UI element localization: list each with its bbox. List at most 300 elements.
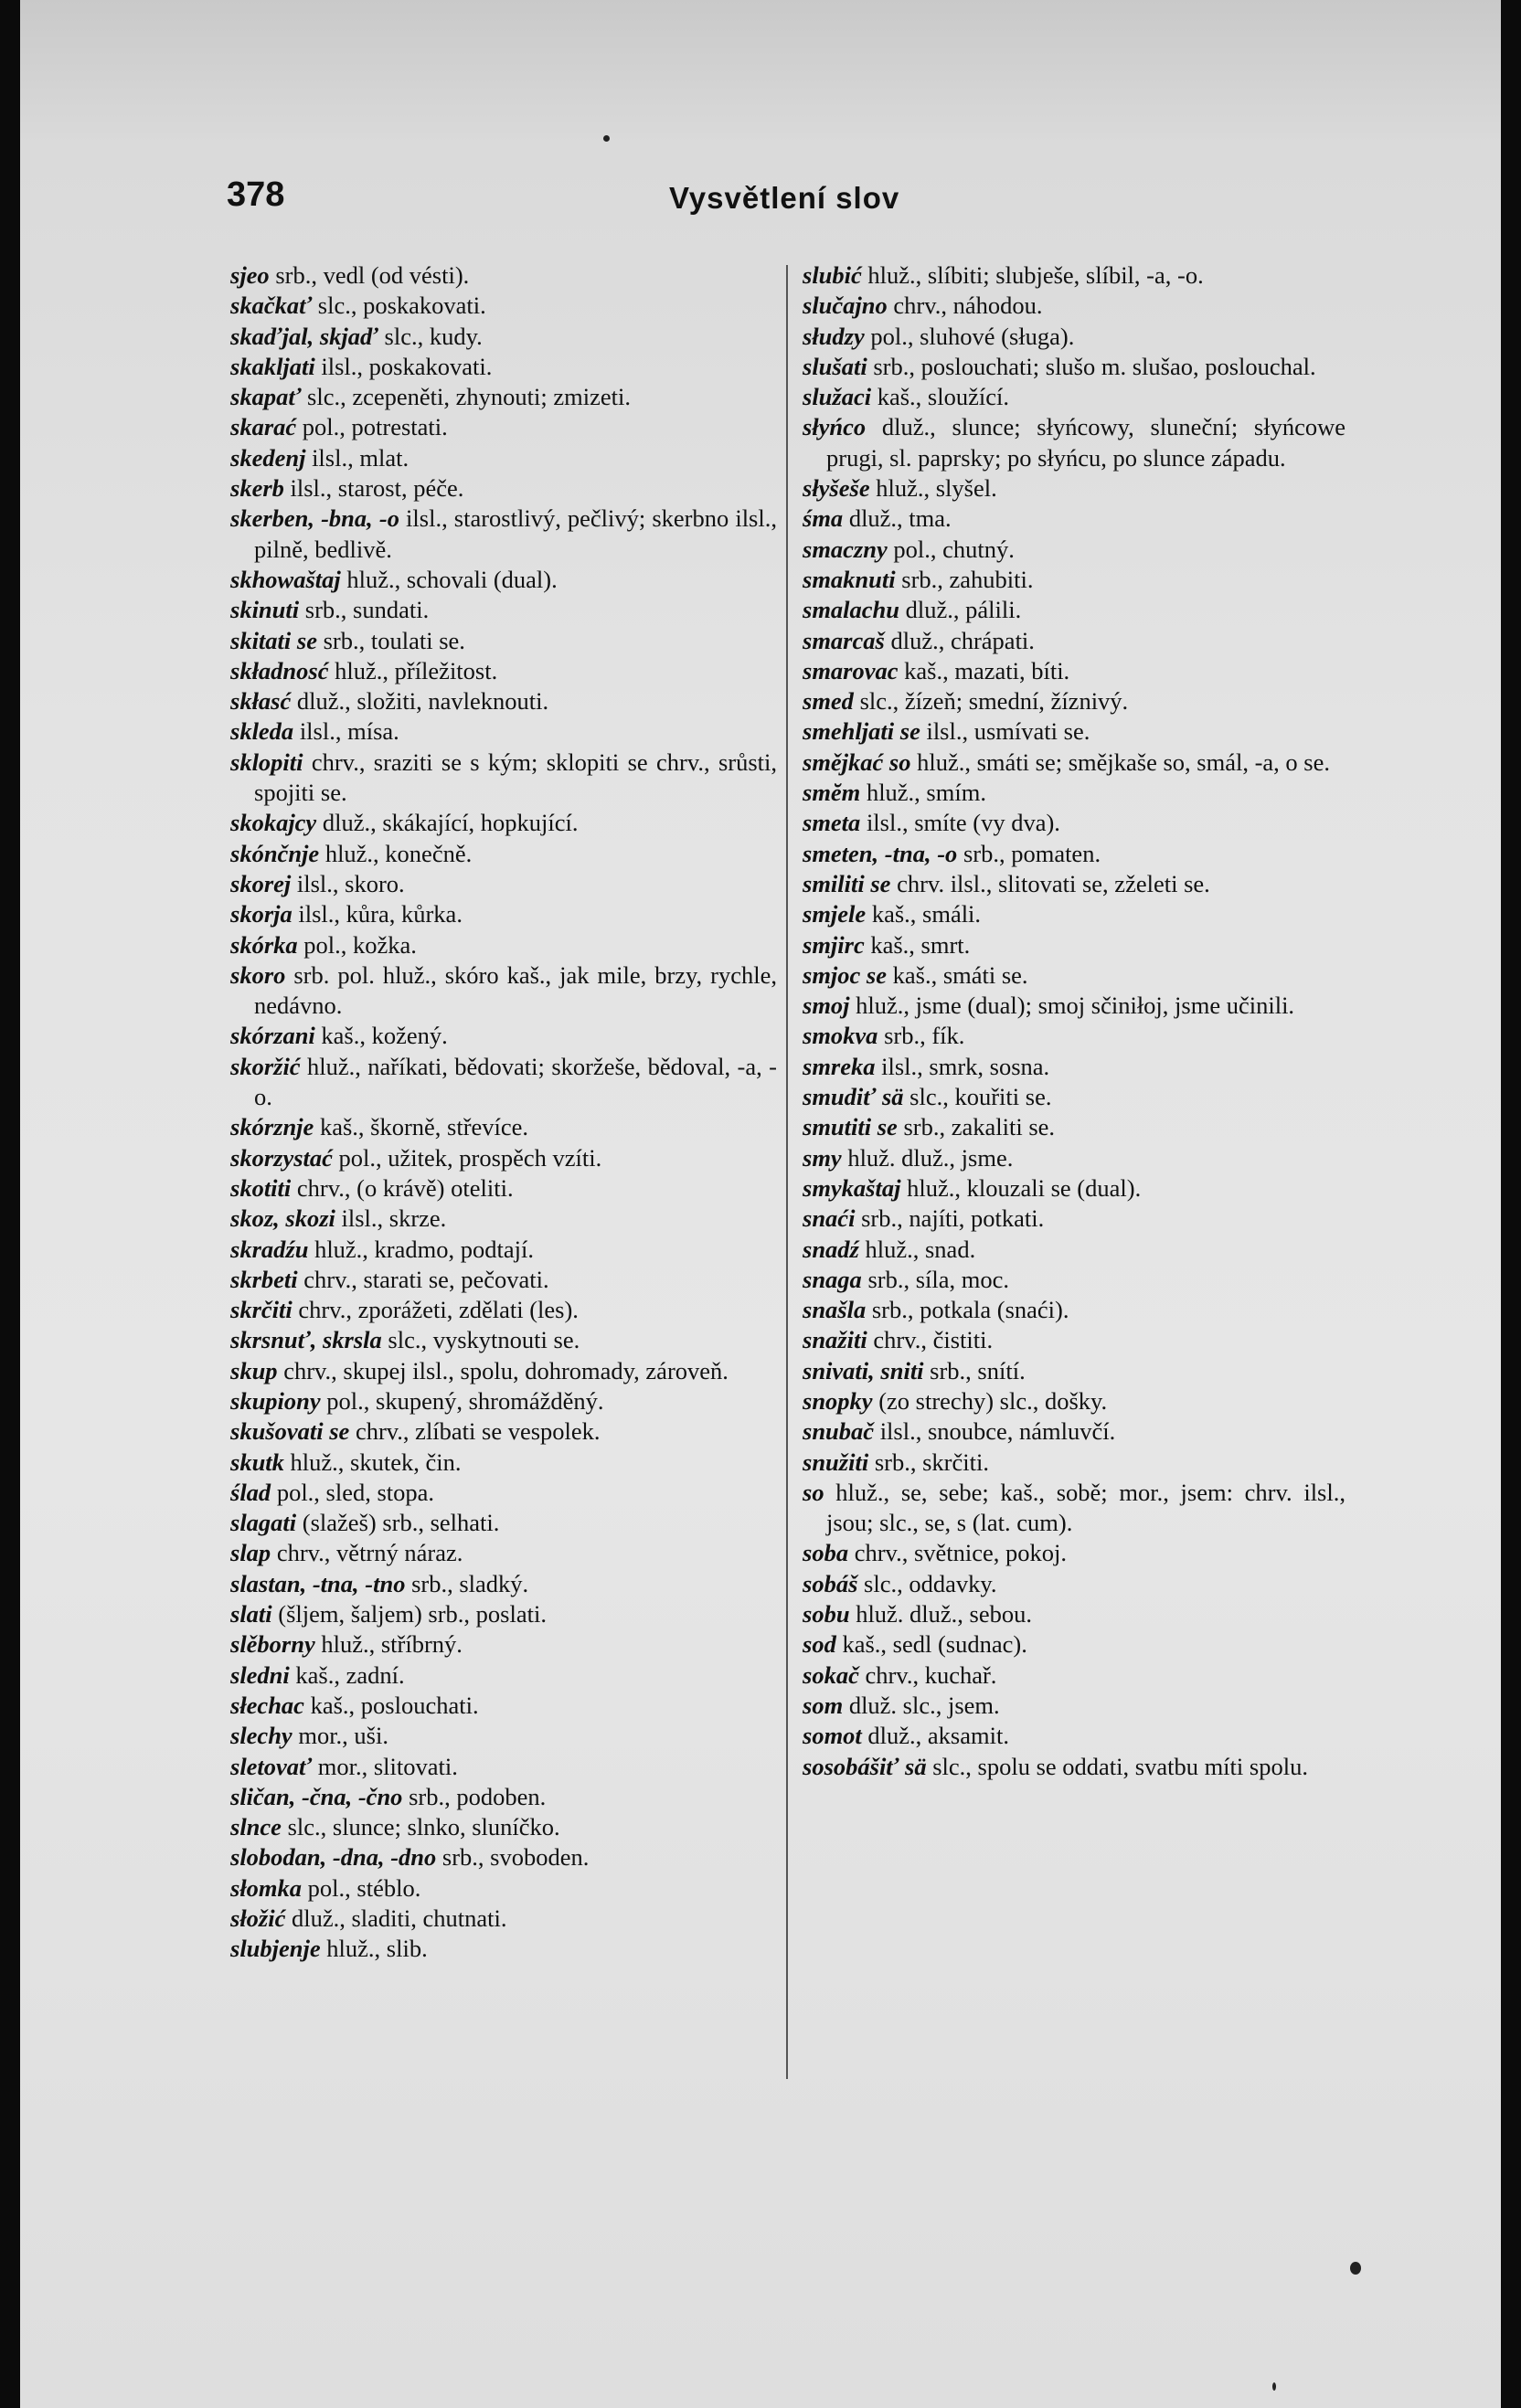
entry-headword: skorja (230, 900, 292, 928)
entry-headword: slati (230, 1600, 272, 1628)
ink-speck (1350, 2262, 1361, 2275)
entry-headword: som (803, 1691, 844, 1719)
entry-headword: skokajcy (230, 809, 317, 837)
entry-definition: dluž., pálili. (899, 596, 1022, 624)
dictionary-entry (230, 322, 777, 352)
entry-headword: słechac (230, 1691, 304, 1719)
dictionary-entry (803, 1691, 1346, 1721)
entry-definition: srb., sladký. (405, 1569, 529, 1597)
entry-definition: dluž., složiti, navleknouti. (291, 687, 549, 716)
dictionary-entry (230, 1356, 777, 1386)
entry-headword: skušovati se (230, 1417, 350, 1446)
dictionary-entry (230, 1691, 777, 1721)
entry-definition: pol., sled, stopa. (271, 1478, 435, 1506)
entry-definition: ilsl., skrze. (335, 1204, 447, 1233)
dictionary-entry (230, 1021, 777, 1051)
dictionary-entry (230, 1660, 777, 1691)
dictionary-entry (230, 1873, 777, 1904)
dictionary-entry (803, 686, 1346, 716)
dictionary-entry (803, 869, 1346, 899)
entry-headword: snaga (803, 1265, 862, 1293)
entry-headword: slap (230, 1539, 271, 1567)
dictionary-entry (803, 382, 1346, 412)
dictionary-entry (230, 1112, 777, 1142)
entry-definition: hluž., klouzali se (dual). (900, 1173, 1142, 1202)
entry-headword: składnosć (230, 656, 329, 684)
dictionary-entry (803, 1112, 1346, 1142)
entry-definition: srb., vedl (od vésti). (269, 261, 470, 289)
dictionary-entry (230, 565, 777, 595)
dictionary-entry (230, 1842, 777, 1872)
entry-definition: srb., toulati se. (316, 626, 465, 654)
dictionary-page (20, 0, 1501, 2408)
entry-definition: ilsl., poskakovati. (314, 352, 493, 380)
entry-headword: skradźu (230, 1235, 309, 1263)
entry-headword: skrčiti (230, 1296, 292, 1324)
dictionary-entry (803, 1021, 1346, 1051)
entry-headword: slučajno (803, 292, 888, 320)
entry-definition: slc., zcepeněti, zhynouti; zmizeti. (301, 383, 631, 411)
entry-headword: skutk (230, 1448, 284, 1476)
entry-definition: kaš., sedl (sudnac). (835, 1630, 1027, 1659)
entry-headword: skaďjal, skjaď (230, 322, 378, 350)
entry-headword: skupiony (230, 1386, 321, 1415)
entry-headword: skinuti (230, 596, 300, 624)
dictionary-entry (230, 1386, 777, 1416)
entry-definition: srb., najíti, potkati. (855, 1204, 1045, 1233)
entry-headword: smreka (803, 1052, 876, 1080)
entry-headword: snužiti (803, 1448, 869, 1476)
entry-headword: smějkać so (803, 748, 911, 776)
entry-definition: slc., spolu se oddati, svatbu míti spolu. (926, 1752, 1308, 1780)
dictionary-entry (803, 1478, 1346, 1539)
entry-definition: dluž. slc., jsem. (843, 1691, 1000, 1719)
entry-definition: dluž., slunce; słyńcowy, sluneční; słyńcowe prugi, sl. paprsky; po słyńcu, po slunce západu. (826, 413, 1346, 472)
dictionary-entry (230, 656, 777, 686)
entry-definition: kaš., smáli. (866, 900, 982, 928)
entry-definition: ilsl., usmívati se. (920, 717, 1090, 746)
dictionary-entry (803, 1052, 1346, 1082)
entry-headword: skórka (230, 930, 298, 959)
entry-definition: dluž., sladiti, chutnati. (285, 1904, 507, 1933)
dictionary-entry (803, 748, 1346, 778)
dictionary-entry (803, 291, 1346, 321)
entry-headword: skrbeti (230, 1265, 298, 1293)
dictionary-entry (803, 504, 1346, 534)
entry-definition: srb., zakaliti se. (897, 1113, 1056, 1141)
entry-headword: slušati (803, 352, 867, 380)
entry-headword: smjoc se (803, 960, 887, 989)
dictionary-entry (803, 808, 1346, 838)
entry-definition: chrv., starati se, pečovati. (297, 1265, 549, 1293)
entry-definition: hluž., slib. (320, 1935, 428, 1963)
entry-definition: srb., skrčiti. (868, 1448, 989, 1476)
entry-definition: pol., sluhové (sługa). (864, 322, 1075, 350)
dictionary-entry (803, 1538, 1346, 1568)
entry-headword: smiliti se (803, 869, 891, 897)
entry-headword: skedenj (230, 443, 306, 472)
entry-definition: srb., fík. (878, 1022, 965, 1050)
dictionary-entry (230, 626, 777, 656)
entry-headword: snašla (803, 1296, 867, 1324)
entry-headword: skoz, skozi (230, 1204, 335, 1233)
entry-definition: ilsl., skoro. (291, 869, 405, 897)
dictionary-entry (230, 1143, 777, 1173)
entry-definition: pol., užitek, prospěch vzíti. (332, 1143, 602, 1172)
entry-headword: skórzani (230, 1022, 315, 1050)
entry-headword: sličan, -čna, -čno (230, 1782, 403, 1810)
entry-definition: dluž., skákající, hopkující. (316, 809, 579, 837)
dictionary-entry (803, 1599, 1346, 1629)
dictionary-entry (803, 899, 1346, 929)
entry-definition: chrv. ilsl., slitovati se, zželeti se. (890, 869, 1210, 897)
dictionary-entry (230, 1812, 777, 1842)
entry-definition: ilsl., smíte (vy dva). (860, 809, 1060, 837)
dictionary-entry (230, 899, 777, 929)
dictionary-entry (803, 656, 1346, 686)
entry-definition: slc., vyskytnouti se. (381, 1326, 580, 1354)
entry-definition: dluž., tma. (843, 504, 952, 533)
entry-definition: chrv., skupej ilsl., spolu, dohromady, zároveň. (277, 1356, 729, 1384)
entry-definition: ilsl., kůra, kůrka. (292, 900, 463, 928)
entry-definition: hluž., kradmo, podtají. (308, 1235, 534, 1263)
dictionary-entry (230, 1538, 777, 1568)
entry-headword: smjirc (803, 930, 865, 959)
dictionary-entry (803, 1721, 1346, 1751)
entry-headword: skhowaštaj (230, 565, 341, 593)
entry-headword: smeta (803, 809, 861, 837)
dictionary-entry (803, 991, 1346, 1021)
entry-definition: hluž. dluž., sebou. (849, 1600, 1033, 1628)
entry-headword: smy (803, 1143, 842, 1172)
entry-headword: skarać (230, 413, 297, 441)
entry-headword: skapať (230, 383, 302, 411)
entry-definition: slc., žízeň; smední, žíznivý. (853, 687, 1129, 716)
entry-definition: ilsl., mísa. (293, 717, 399, 746)
entry-headword: słomka (230, 1873, 303, 1902)
entry-definition: srb., potkala (snaći). (866, 1296, 1069, 1324)
entry-definition: kaš., smrt. (864, 930, 971, 959)
entry-definition: srb., sundati. (299, 596, 430, 624)
dictionary-entry (230, 1448, 777, 1478)
entry-definition: srb., zahubiti. (895, 565, 1034, 593)
entry-headword: slubić (803, 261, 862, 289)
dictionary-entry (803, 1143, 1346, 1173)
dictionary-entry (230, 1934, 777, 1964)
entry-definition: hluž., smáti se; smějkaše so, smál, -a, o se. (910, 748, 1331, 776)
entry-definition: slc., slunce; slnko, sluníčko. (281, 1813, 560, 1841)
entry-definition: slc., oddavky. (857, 1569, 997, 1597)
entry-headword: slastan, -tna, -tno (230, 1569, 406, 1597)
entry-definition: slc., kudy. (378, 322, 483, 350)
entry-definition: slc., kouřiti se. (903, 1083, 1052, 1111)
entry-headword: sledni (230, 1660, 290, 1689)
entry-headword: smutiti se (803, 1113, 898, 1141)
dictionary-entry (230, 869, 777, 899)
entry-definition: pol., kožka. (297, 930, 417, 959)
entry-definition: srb., snítí. (923, 1356, 1026, 1384)
entry-definition: chrv., světnice, pokoj. (848, 1539, 1068, 1567)
entry-headword: skrsnuť, skrsla (230, 1326, 382, 1354)
entry-headword: so (803, 1478, 824, 1506)
dictionary-entry (230, 595, 777, 625)
entry-headword: smaknuti (803, 565, 896, 593)
dictionary-entry (803, 1752, 1346, 1782)
dictionary-entry (230, 382, 777, 412)
dictionary-entry (803, 1629, 1346, 1660)
entry-headword: ślad (230, 1478, 271, 1506)
entry-definition: pol., chutný. (887, 535, 1015, 563)
entry-definition: ilsl., smrk, sosna. (875, 1052, 1050, 1080)
entry-definition: mor., slitovati. (312, 1752, 458, 1780)
entry-headword: slagati (230, 1509, 297, 1537)
entry-definition: hluž., slyšel. (869, 474, 997, 503)
entry-headword: slubjenje (230, 1935, 321, 1963)
dictionary-entry (230, 686, 777, 716)
entry-headword: sod (803, 1630, 836, 1659)
entry-headword: snivati, sniti (803, 1356, 924, 1384)
entry-headword: skitati se (230, 626, 317, 654)
dictionary-entry (803, 1265, 1346, 1295)
entry-headword: słyšeše (803, 474, 870, 503)
entry-definition: slc., poskakovati. (312, 292, 486, 320)
dictionary-entry (230, 1569, 777, 1599)
entry-definition: srb. pol. hluž., skóro kaš., jak mile, brzy, rychle, nedávno. (254, 960, 777, 1020)
dictionary-entry (230, 1904, 777, 1934)
entry-definition: kaš., smáti se. (887, 960, 1028, 989)
entry-definition: srb., poslouchati; slušo m. slušao, poslouchal. (867, 352, 1316, 380)
entry-headword: služaci (803, 383, 872, 411)
dictionary-entry (803, 626, 1346, 656)
entry-headword: smarovac (803, 656, 899, 684)
dictionary-entry (230, 716, 777, 747)
entry-definition: hluž., jsme (dual); smoj sčiniłoj, jsme učinili. (849, 992, 1295, 1020)
dictionary-entry (803, 322, 1346, 352)
entry-definition: hluž., příležitost. (328, 656, 498, 684)
entry-headword: skerb (230, 474, 284, 503)
entry-definition: chrv., zporážeti, zdělati (les). (292, 1296, 579, 1324)
running-title: Vysvětlení slov (669, 181, 900, 215)
dictionary-entry (230, 291, 777, 321)
entry-definition: hluž. dluž., jsme. (841, 1143, 1014, 1172)
dictionary-entry (803, 1386, 1346, 1416)
dictionary-entry (803, 595, 1346, 625)
entry-definition: (zo strechy) slc., došky. (872, 1386, 1108, 1415)
entry-definition: chrv., kuchař. (858, 1660, 997, 1689)
dictionary-entry (230, 1782, 777, 1812)
dictionary-entry (803, 1569, 1346, 1599)
entry-definition: dluž., chrápati. (884, 626, 1035, 654)
entry-definition: chrv., větrný náraz. (271, 1539, 463, 1567)
dictionary-entry (230, 1173, 777, 1204)
column-divider (786, 265, 788, 2079)
entry-definition: srb., síla, moc. (861, 1265, 1009, 1293)
entry-definition: mor., uši. (292, 1722, 388, 1750)
dictionary-entry (803, 1416, 1346, 1447)
entry-headword: smjele (803, 900, 867, 928)
dictionary-entry (230, 260, 777, 291)
dictionary-entry (230, 839, 777, 869)
dictionary-entry (230, 1204, 777, 1234)
entry-headword: sobu (803, 1600, 850, 1628)
entry-headword: snažiti (803, 1326, 867, 1354)
entry-headword: sklopiti (230, 748, 303, 776)
entry-definition: hluž., se, sebe; kaš., sobě; mor., jsem: chrv. ilsl., jsou; slc., se, s (lat. cum). (824, 1478, 1346, 1537)
entry-headword: sjeo (230, 261, 270, 289)
entry-definition: (šljem, šaljem) srb., poslati. (271, 1600, 547, 1628)
entry-definition: hluž., stříbrný. (314, 1630, 463, 1659)
entry-headword: skłasć (230, 687, 292, 716)
dictionary-entry (230, 473, 777, 504)
entry-headword: smudiť sä (803, 1083, 904, 1111)
entry-headword: skačkať (230, 292, 313, 320)
entry-definition: kaš., kožený. (314, 1022, 448, 1050)
dictionary-entry (803, 960, 1346, 991)
entry-definition: kaš., sloužící. (871, 383, 1009, 411)
entry-definition: srb., pomaten. (957, 839, 1101, 867)
entry-definition: ilsl., starostlivý, pečlivý; skerbno ilsl., pilně, bedlivě. (254, 504, 777, 563)
dictionary-entry (230, 1265, 777, 1295)
dictionary-entry (803, 1356, 1346, 1386)
entry-headword: skórznje (230, 1113, 314, 1141)
dictionary-entry (803, 1082, 1346, 1112)
entry-headword: smeten, -tna, -o (803, 839, 958, 867)
entry-headword: smed (803, 687, 854, 716)
dictionary-entry (230, 412, 777, 442)
dictionary-entry (803, 1173, 1346, 1204)
entry-headword: skakljati (230, 352, 315, 380)
dictionary-entry (803, 1660, 1346, 1691)
entry-definition: hluž., snad. (858, 1235, 976, 1263)
entry-definition: ilsl., starost, péče. (283, 474, 464, 503)
left-column (230, 260, 777, 1965)
entry-headword: snubač (803, 1417, 875, 1446)
entry-headword: skoro (230, 960, 286, 989)
entry-headword: skotiti (230, 1173, 292, 1202)
dictionary-entry (230, 443, 777, 473)
dictionary-entry (803, 1204, 1346, 1234)
dictionary-entry (230, 748, 777, 809)
dictionary-entry (230, 1752, 777, 1782)
dictionary-entry (803, 716, 1346, 747)
entry-headword: skorej (230, 869, 292, 897)
entry-headword: somot (803, 1722, 862, 1750)
dictionary-entry (803, 930, 1346, 960)
dictionary-entry (803, 260, 1346, 291)
entry-headword: skup (230, 1356, 278, 1384)
dictionary-entry (230, 1508, 777, 1538)
entry-headword: sosobášiť sä (803, 1752, 927, 1780)
entry-definition: chrv., náhodou. (887, 292, 1043, 320)
dictionary-entry (230, 1599, 777, 1629)
dictionary-entry (803, 412, 1346, 473)
dictionary-entry (230, 1052, 777, 1113)
dictionary-entry (803, 565, 1346, 595)
entry-headword: smalachu (803, 596, 900, 624)
page-number: 378 (227, 175, 285, 214)
entry-definition: kaš., mazati, bíti. (898, 656, 1070, 684)
entry-headword: smykaštaj (803, 1173, 901, 1202)
dictionary-entry (803, 1295, 1346, 1325)
dictionary-entry (230, 1478, 777, 1508)
entry-headword: słudzy (803, 322, 865, 350)
dictionary-entry (803, 535, 1346, 565)
dictionary-entry (230, 1629, 777, 1660)
entry-headword: sokač (803, 1660, 859, 1689)
entry-headword: slnce (230, 1813, 282, 1841)
entry-headword: smaczny (803, 535, 888, 563)
entry-headword: skerben, -bna, -o (230, 504, 399, 533)
dictionary-entry (803, 473, 1346, 504)
entry-definition: (slažeš) srb., selhati. (296, 1509, 500, 1537)
entry-headword: snopky (803, 1386, 873, 1415)
entry-definition: chrv., sraziti se s kým; sklopiti se chrv., srůsti, spojiti se. (254, 748, 777, 807)
dictionary-entry (803, 778, 1346, 808)
entry-headword: snaći (803, 1204, 856, 1233)
entry-definition: hluž., schovali (dual). (340, 565, 558, 593)
right-column (803, 260, 1346, 1782)
entry-definition: hluž., naříkati, bědovati; skoržeše, bědoval, -a, -o. (254, 1052, 777, 1111)
entry-definition: ilsl., snoubce, námluvčí. (874, 1417, 1116, 1446)
entry-headword: slobodan, -dna, -dno (230, 1843, 437, 1872)
dictionary-entry (230, 808, 777, 838)
dictionary-entry (230, 1295, 777, 1325)
dictionary-entry (230, 504, 777, 565)
dictionary-entry (230, 1416, 777, 1447)
dictionary-entry (230, 1721, 777, 1751)
dictionary-entry (230, 930, 777, 960)
dictionary-entry (803, 1325, 1346, 1355)
entry-definition: hluž., konečně. (319, 839, 473, 867)
entry-definition: chrv., (o krávě) oteliti. (291, 1173, 514, 1202)
dictionary-entry (803, 1448, 1346, 1478)
entry-definition: ilsl., mlat. (305, 443, 410, 472)
entry-definition: dluž., aksamit. (861, 1722, 1009, 1750)
entry-headword: śma (803, 504, 844, 533)
dictionary-entry (230, 1325, 777, 1355)
entry-definition: kaš., škorně, střevíce. (314, 1113, 529, 1141)
entry-headword: sletovať (230, 1752, 313, 1780)
entry-headword: sobáš (803, 1569, 858, 1597)
entry-definition: hluž., skutek, čin. (283, 1448, 462, 1476)
entry-headword: smoj (803, 992, 850, 1020)
dictionary-entry (230, 352, 777, 382)
entry-headword: słožić (230, 1904, 286, 1933)
entry-definition: chrv., zlíbati se vespolek. (349, 1417, 601, 1446)
dictionary-entry (230, 960, 777, 1022)
entry-headword: snadź (803, 1235, 859, 1263)
entry-definition: hluž., smím. (860, 779, 986, 807)
running-head (20, 175, 1501, 221)
entry-definition: kaš., zadní. (289, 1660, 405, 1689)
entry-headword: smehljati se (803, 717, 920, 746)
dictionary-entry (803, 839, 1346, 869)
entry-headword: slěborny (230, 1630, 315, 1659)
entry-headword: soba (803, 1539, 849, 1567)
entry-headword: słyńco (803, 413, 867, 441)
dictionary-entry (803, 1235, 1346, 1265)
entry-headword: smokva (803, 1022, 878, 1050)
ink-speck (603, 135, 610, 142)
dictionary-entry (803, 352, 1346, 382)
entry-headword: skleda (230, 717, 294, 746)
ink-speck (1272, 2382, 1276, 2391)
entry-definition: srb., podoben. (402, 1782, 547, 1810)
entry-headword: skoržić (230, 1052, 301, 1080)
entry-headword: slechy (230, 1722, 292, 1750)
entry-headword: smĕm (803, 779, 861, 807)
entry-definition: chrv., čistiti. (867, 1326, 994, 1354)
